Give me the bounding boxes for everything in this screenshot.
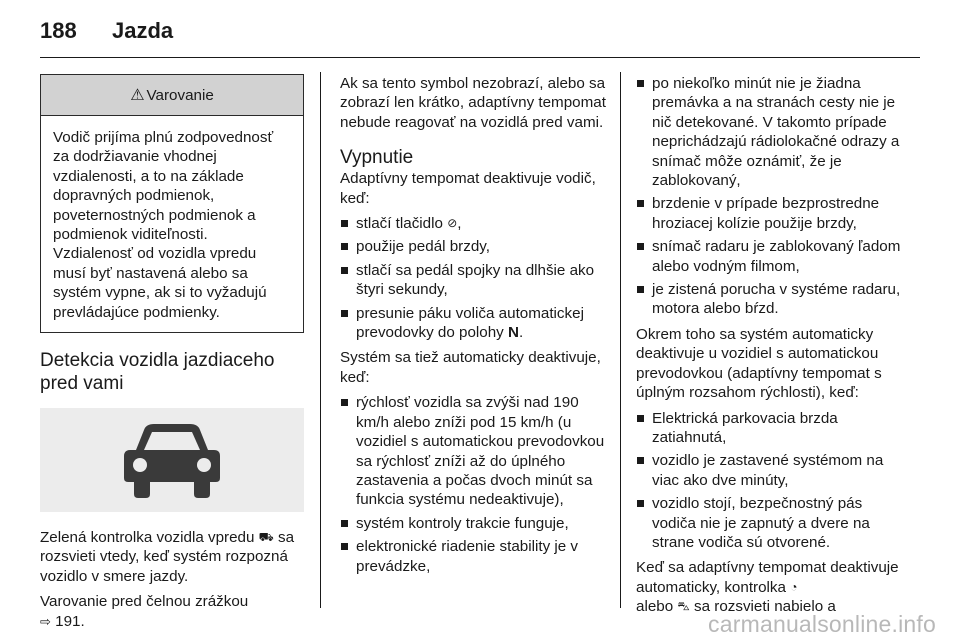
column-1 — [40, 74, 304, 637]
warning-title: Varovanie — [146, 87, 214, 104]
auto-deactivation-list-continued — [636, 74, 910, 319]
cruise-control-icon: ◔ — [790, 579, 798, 594]
list-item: systém kontroly trakcie funguje, — [340, 514, 610, 533]
column-divider-left — [320, 72, 321, 608]
cruise-cancel-icon: ⊘ — [447, 216, 458, 231]
watermark: carmanualsonline.info — [708, 611, 936, 637]
list-item: vozidlo stojí, bezpečnostný pás vodiča nie je zapnutý a dvere na strane vodiča sú otvorené. — [636, 494, 910, 552]
list-item: brzdenie v prípade bezprostredne hroziacej kolízie použije brzdy, — [636, 194, 910, 233]
list-item: stlačí sa pedál spojky na dlhšie ako štyri sekundy, — [340, 261, 610, 300]
vehicle-ahead-icon-panel — [40, 408, 304, 512]
warning-box — [40, 74, 304, 333]
automatic-transmission-list — [636, 409, 910, 553]
automatic-transmission-lead: Okrem toho sa systém automaticky deaktivuje u vozidiel s automatickou prevodovkou (adaptívny tempomat s úplným rozsahom rýchlosti), keď: — [636, 325, 882, 402]
auto-deactivation-list — [340, 393, 610, 576]
list-item: snímač radaru je zablokovaný ľadom alebo vodným filmom, — [636, 237, 910, 276]
list-item: je zistená porucha v systéme radaru, motora alebo bŕzd. — [636, 280, 910, 319]
reference-arrow-icon: ⇨ — [40, 613, 51, 629]
vehicle-ahead-paragraph: Zelená kontrolka vozidla vpredu ⛟ sa rozsvieti vtedy, keď systém rozpozná vozidlo v smere jazdy. — [40, 529, 295, 585]
list-item: stlačí tlačidlo ⊘, — [340, 214, 610, 233]
list-item: elektronické riadenie stability je v prevádzke, — [340, 537, 610, 576]
driver-deactivation-list — [340, 214, 610, 342]
warning-text: Vodič prijíma plnú zodpovednosť za dodržiavanie vhodnej vzdialenosti, a to na základe dopravných podmienok, poveternostných podmienok a podmienok viditeľnosti. Vzdialenosť od vozidla vpredu musí byť nastavená alebo sa systém vypne, ak si to vyžadujú prevládajúce podmienky. — [53, 129, 274, 321]
auto-deactivation-lead: Systém sa tiež automaticky deaktivuje, keď: — [340, 349, 601, 386]
list-item: presunie páku voliča automatickej prevodovky do polohy N. — [340, 304, 610, 343]
page-number: 188 — [40, 18, 77, 43]
warning-triangle-icon: ⚠ — [130, 87, 145, 104]
column-3 — [636, 74, 910, 623]
warning-header — [41, 75, 303, 116]
list-item: použije pedál brzdy, — [340, 237, 610, 256]
adaptive-cruise-icon: ⛍ — [677, 599, 690, 614]
list-item: Elektrická parkovacia brzda zatiahnutá, — [636, 409, 910, 448]
driver-deactivation-lead: Adaptívny tempomat deaktivuje vodič, keď: — [340, 170, 596, 207]
section-title-deactivation: Vypnutie — [340, 147, 414, 169]
cross-reference-paragraph: Varovanie pred čelnou zrážkou ⇨ 191. — [40, 593, 249, 630]
column-divider-right — [620, 72, 621, 608]
final-paragraph: Keď sa adaptívny tempomat deaktivuje automaticky, kontrolka ◔ alebo ⛍ sa rozsvieti nabielo a — [636, 559, 899, 616]
list-item: po niekoľko minút nie je žiadna premávka a na stranách cesty nie je nič detekované. V takomto prípade neprichádzajú rádiolokačné odrazy a snímač môže oznámiť, že je zablokovaný, — [636, 74, 910, 190]
list-item: rýchlosť vozidla sa zvýši nad 190 km/h alebo zníži pod 15 km/h (u vozidiel s automatickou prevodovkou sa rýchlosť zníži až do úplného zastavenia a počas dvoch minút sa funkcia systému nedeaktivuje), — [340, 393, 610, 509]
column-2 — [340, 74, 610, 582]
cross-reference-page: 191. — [55, 612, 85, 630]
vehicle-ahead-icon — [118, 420, 226, 500]
car-front-icon: ⛟ — [258, 530, 274, 545]
list-item: vozidlo je zastavené systémom na viac ako dve minúty, — [636, 451, 910, 490]
section-title-vehicle-detection: Detekcia vozidla jazdiaceho pred vami — [40, 350, 275, 395]
header-rule — [40, 57, 920, 58]
intro-paragraph: Ak sa tento symbol nezobrazí, alebo sa zobrazí len krátko, adaptívny tempomat nebude reagovať na vozidlá pred vami. — [340, 75, 606, 131]
chapter-title: Jazda — [112, 18, 174, 43]
